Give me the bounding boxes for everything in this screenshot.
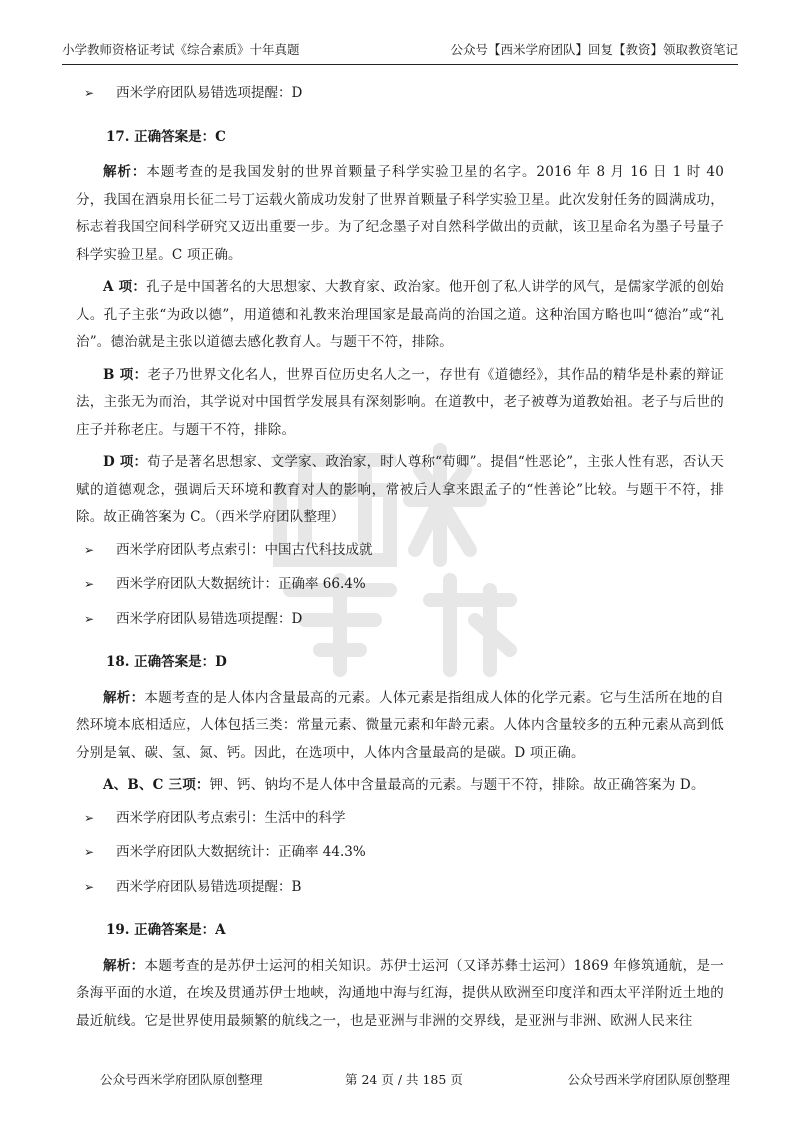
- answer-heading-19: 19. 正确答案是：A: [106, 922, 226, 938]
- page-footer: [100, 1068, 730, 1092]
- list-item: ➢ 西米学府团队大数据统计：正确率 66.4%: [76, 571, 724, 599]
- header-promo: 公众号【西米学府团队】回复【教资】领取教资笔记: [450, 42, 738, 57]
- list-item: ➢ 西米学府团队易错选项提醒：D: [76, 606, 724, 634]
- footer-credit-left: 公众号西米学府团队原创整理: [100, 1072, 263, 1087]
- answer-heading-18: 18. 正确答案是：D: [106, 654, 227, 670]
- analysis-paragraph: 解析：本题考查的是我国发射的世界首颗量子科学实验卫星的名字。2016 年 8 月 16 日 1 时 40 分，我国在酒泉用长征二号丁运载火箭成功发射了世界首颗量子科学实验卫星。此次发射任务的圆满成功，标志着我国空间科学研究又迈出重要一步。为了纪念墨子对自然科学做出的贡献，该卫星命名为墨子号量子科学实验卫星。C 项正确。: [76, 164, 724, 263]
- option-abc-paragraph: A、B、C 三项：钾、钙、钠均不是人体中含量最高的元素。与题干不符，排除。故正确答案为 D。: [103, 777, 705, 793]
- option-d-paragraph: D 项：荀子是著名思想家、文学家、政治家，时人尊称“荀卿”。提倡“性恶论”，主张人性有恶，否认天赋的道德观念，强调后天环境和教育对人的影响，常被后人拿来跟孟子的“性善论”比较。与题干不符，排除。故正确答案为 C。（西米学府团队整理）: [76, 454, 724, 525]
- list-item: ➢ 西米学府团队易错选项提醒：D: [76, 80, 724, 108]
- arrow-bullet-icon: ➢: [84, 86, 95, 100]
- arrow-bullet-icon: ➢: [84, 845, 95, 859]
- page-number: 第 24 页 / 共 185 页: [345, 1072, 463, 1087]
- arrow-bullet-icon: ➢: [84, 879, 95, 894]
- list-item: ➢ 西米学府团队易错选项提醒：B: [76, 874, 724, 902]
- analysis-paragraph: 解析：本题考查的是人体内含量最高的元素。人体元素是指组成人体的化学元素。它与生活所在地的自然环境本底相适应，人体包括三类：常量元素、微量元素和年龄元素。人体内含量较多的五种元素从高到低分别是氧、碳、氢、氮、钙。因此，在选项中，人体内含量最高的是碳。D 项正确。: [76, 689, 724, 761]
- footer-credit-right: 公众号西米学府团队原创整理: [567, 1072, 730, 1087]
- option-a-paragraph: A 项：孔子是中国著名的大思想家、大教育家、政治家。他开创了私人讲学的风气，是儒家学派的创始人。孔子主张“为政以德”，用道德和礼教来治理国家是最高尚的治国之道。这种治国方略也叫“德治”或“礼治”。德治就是主张以道德去感化教育人。与题干不符，排除。: [76, 279, 724, 350]
- arrow-bullet-icon: ➢: [84, 810, 95, 825]
- list-item: ➢ 西米学府团队大数据统计：正确率 44.3%: [76, 839, 724, 867]
- page-content: [76, 80, 724, 1040]
- arrow-bullet-icon: ➢: [84, 611, 95, 626]
- analysis-paragraph: 解析：本题考查的是苏伊士运河的相关知识。苏伊士运河（又译苏彝士运河）1869 年修筑通航，是一条海平面的水道，在埃及贯通苏伊士地峡，沟通地中海与红海，提供从欧洲至印度洋和西太平洋附近土地的最近航线。它是世界使用最频繁的航线之一，也是亚洲与非洲的交界线，是亚洲与非洲、欧洲人民来往: [76, 957, 724, 1029]
- answer-heading-17: 17. 正确答案是：C: [106, 128, 226, 145]
- list-item: ➢ 西米学府团队考点索引：生活中的科学: [76, 805, 724, 833]
- list-item: ➢ 西米学府团队考点索引：中国古代科技成就: [76, 537, 724, 565]
- header-title: 小学教师资格证考试《综合素质》十年真题: [62, 42, 300, 57]
- page-header: [62, 38, 738, 65]
- arrow-bullet-icon: ➢: [84, 542, 95, 557]
- arrow-bullet-icon: ➢: [84, 577, 95, 591]
- option-b-paragraph: B 项：老子乃世界文化名人，世界百位历史名人之一，存世有《道德经》，其作品的精华是朴素的辩证法，主张无为而治，其学说对中国哲学发展具有深刻影响。在道教中，老子被尊为道教始祖。老子与后世的庄子并称老庄。与题干不符，排除。: [76, 366, 724, 438]
